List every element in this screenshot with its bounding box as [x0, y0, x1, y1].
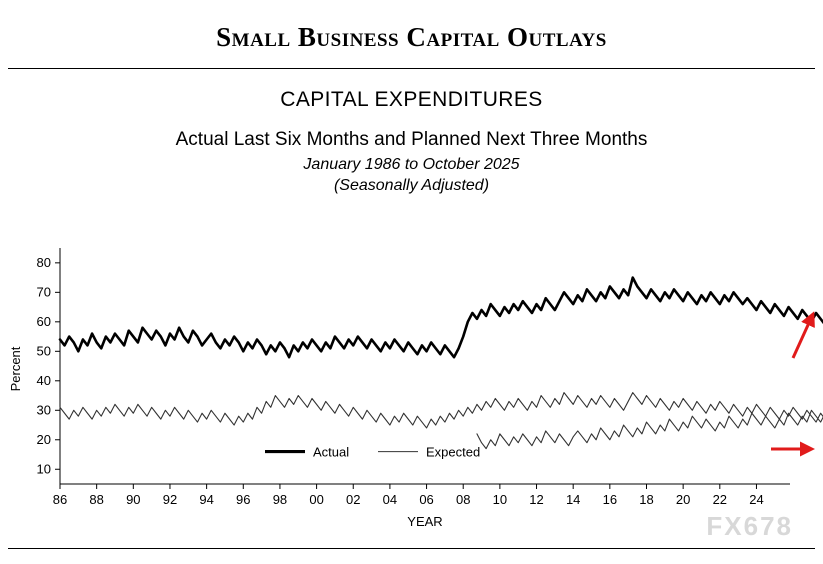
x-tick-label: 16 — [602, 492, 618, 507]
divider-bottom — [8, 548, 815, 549]
x-tick-label: 06 — [419, 492, 434, 507]
series-expected — [60, 384, 823, 428]
y-axis-title: Percent — [8, 346, 23, 392]
chart-note: (Seasonally Adjusted) — [333, 177, 490, 194]
x-axis-title: YEAR — [407, 514, 443, 529]
y-tick-label: 40 — [36, 372, 51, 388]
x-tick-label: 86 — [52, 492, 68, 507]
y-tick-label: 60 — [36, 313, 51, 329]
x-tick-label: 88 — [89, 492, 104, 507]
x-tick-label: 00 — [309, 492, 324, 507]
y-tick-label: 30 — [36, 402, 51, 418]
y-tick-label: 20 — [36, 431, 51, 447]
x-tick-label: 04 — [382, 492, 398, 507]
x-tick-label: 22 — [712, 492, 728, 507]
x-tick-label: 90 — [126, 492, 141, 507]
chart-subtitle: Actual Last Six Months and Planned Next Three Months — [175, 129, 648, 150]
series-actual — [60, 278, 823, 372]
y-tick-label: 50 — [36, 343, 51, 359]
x-tick-label: 94 — [199, 492, 214, 507]
x-tick-label: 24 — [749, 492, 764, 507]
legend-label-actual: Actual — [313, 444, 350, 460]
x-tick-label: 98 — [272, 492, 288, 507]
legend-label-expected: Expected — [426, 444, 481, 460]
line-chart — [0, 236, 823, 536]
x-tick-label: 02 — [346, 492, 361, 507]
chart-period: January 1986 to October 2025 — [303, 156, 520, 173]
actual-trend-arrow — [793, 314, 813, 358]
y-tick-label: 10 — [36, 461, 51, 477]
y-tick-label: 70 — [36, 284, 51, 300]
chart-title: CAPITAL EXPENDITURES — [280, 88, 543, 111]
series-expected — [477, 407, 823, 451]
x-tick-label: 18 — [639, 492, 654, 507]
x-tick-label: 10 — [492, 492, 508, 507]
y-tick-label: 80 — [36, 254, 51, 270]
x-tick-label: 08 — [455, 492, 471, 507]
x-tick-label: 92 — [162, 492, 178, 507]
divider-top — [8, 68, 815, 69]
x-tick-label: 14 — [565, 492, 581, 507]
chart-area — [0, 236, 823, 536]
x-tick-label: 96 — [236, 492, 251, 507]
x-tick-label: 12 — [529, 492, 544, 507]
x-tick-label: 20 — [675, 492, 691, 507]
page-title: Small Business Capital Outlays — [216, 22, 607, 52]
watermark: FX678 — [706, 511, 793, 541]
